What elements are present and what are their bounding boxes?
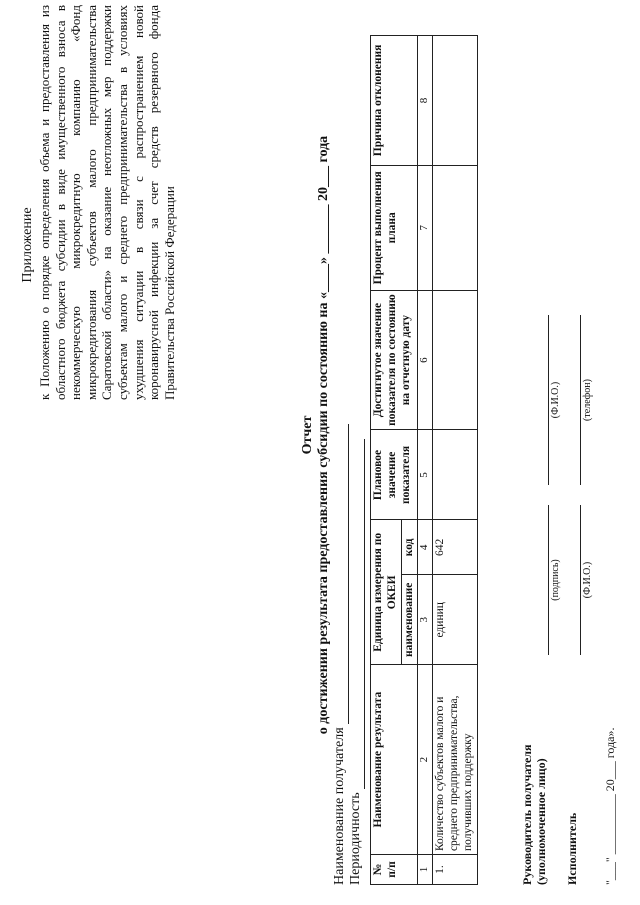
recipient-label: Наименование получателя	[332, 727, 347, 885]
head-label: Руководитель получателя	[520, 744, 534, 885]
header-planned: Плановое значение показателя	[371, 430, 418, 520]
column-number: 8	[418, 36, 433, 166]
appendix-title: Приложение	[20, 207, 35, 283]
header-percent: Процент выполнения плана	[371, 165, 418, 290]
periodicity-field	[350, 439, 365, 789]
results-table	[370, 35, 478, 885]
sign-caption: (подпись)	[550, 559, 561, 601]
cell-percent	[433, 165, 477, 290]
table-header-row	[371, 36, 402, 885]
header-unit-group: Единица измерения по ОКЕИ	[371, 520, 402, 665]
cell-planned	[433, 430, 477, 520]
header-reason: Причина отклонения	[371, 36, 418, 166]
cell-name: Количество субъектов малого и среднего предпринимательства, получивших поддержку	[433, 665, 477, 855]
executor-fio-line	[566, 505, 581, 655]
executor-label: Исполнитель	[565, 812, 579, 885]
head-fio-line	[534, 315, 549, 485]
fio-caption: (Ф.И.О.)	[550, 381, 561, 419]
periodicity-label: Периодичность	[348, 792, 363, 885]
header-unit-name: наименование	[401, 575, 418, 665]
column-number: 2	[418, 665, 433, 855]
header-unit-code: код	[401, 520, 418, 575]
report-subtitle: о достижении результата предоставления субсидии по состоянию на «____» _______ 20___ года	[316, 135, 331, 735]
recipient-field	[334, 424, 349, 724]
head-label-2: (уполномоченное лицо)	[534, 758, 548, 885]
cell-achieved	[433, 290, 477, 430]
cell-reason	[433, 36, 477, 166]
column-number: 5	[418, 430, 433, 520]
column-number: 1	[418, 855, 433, 885]
header-achieved: Достигнутое значение показателя по состоянию на отчетную дату	[371, 290, 418, 430]
executor-fio-caption: (Ф.И.О.)	[582, 561, 593, 599]
header-num: № п/п	[371, 855, 418, 885]
column-number: 4	[418, 520, 433, 575]
table-row	[433, 36, 477, 885]
recipient-line	[332, 325, 349, 885]
appendix-text: к Положению о порядке определения объема и предоставления из областного бюджета субсидии в виде имущественного взноса в некоммерческую микрокредитную компанию «Фонд микрокредитования субъектов малого предпринимательства Саратовской области» на оказание неотложных мер поддержки субъектам малого и среднего предпринимательства в условиях ухудшения ситуации в связи с распространением новой коронавирусной инфекции за счет средств резервного фонда Правительства Российской Федерации	[37, 5, 177, 400]
column-number: 7	[418, 165, 433, 290]
column-number: 6	[418, 290, 433, 430]
executor-phone-line	[566, 315, 581, 485]
periodicity-line	[348, 325, 365, 885]
date-line: "___" __________ 20___ года».	[603, 727, 617, 885]
cell-unit-code: 642	[433, 520, 477, 575]
phone-caption: (телефон)	[582, 379, 593, 421]
head-sign-line	[534, 505, 549, 655]
cell-num: 1.	[433, 855, 477, 885]
header-name: Наименование результата	[371, 665, 418, 855]
report-title: Отчет	[300, 415, 315, 455]
cell-unit-name: единиц	[433, 575, 477, 665]
column-number-row	[418, 36, 433, 885]
column-number: 3	[418, 575, 433, 665]
